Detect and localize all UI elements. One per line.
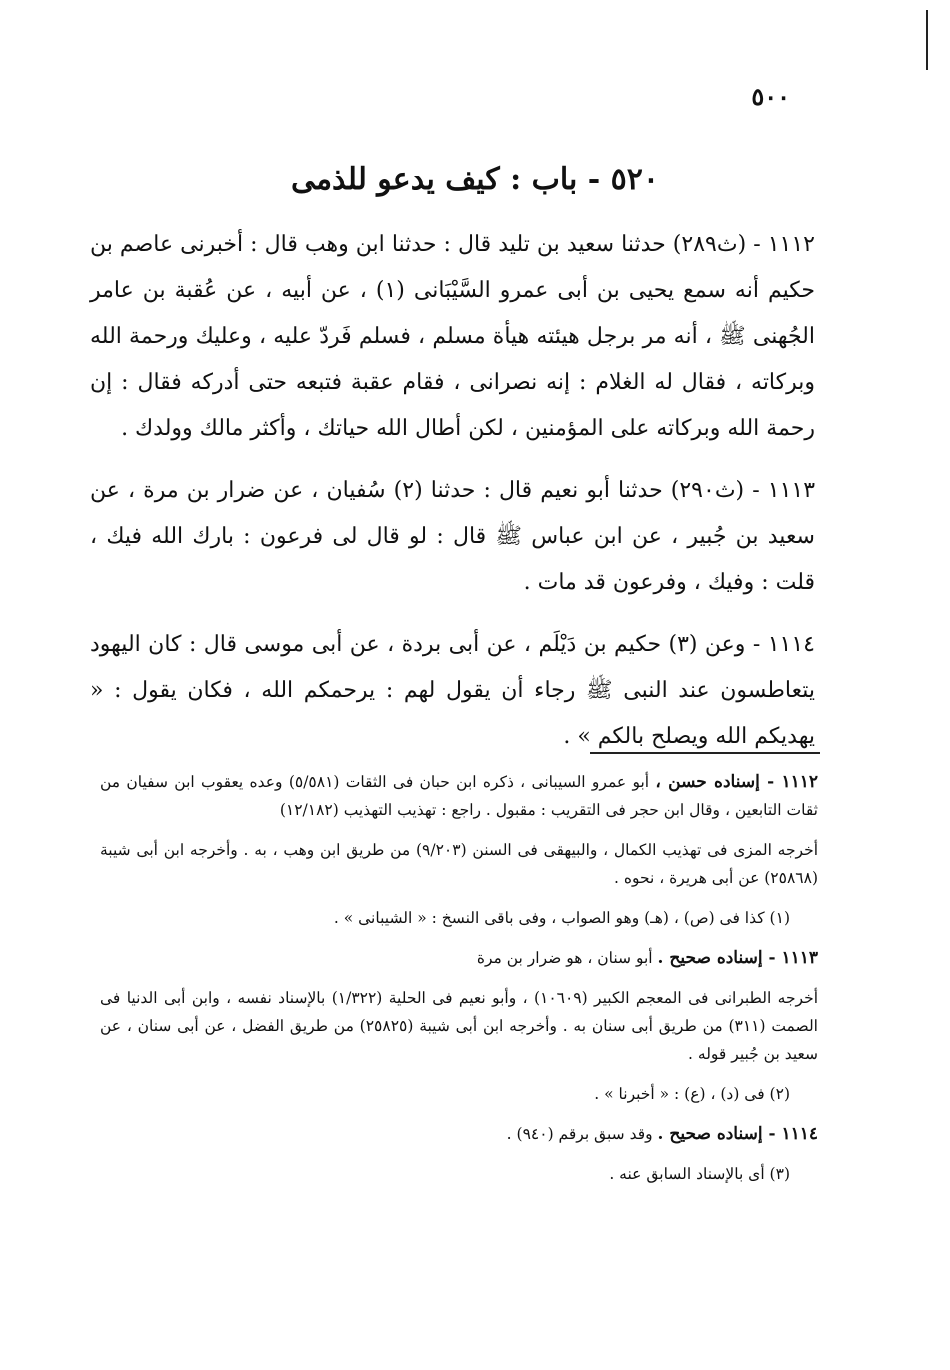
- hadith-paragraph: [90, 622, 815, 760]
- note-lead: ١١١٣ - إسناده صحيح .: [657, 948, 818, 968]
- hadith-number: ١١١٢: [767, 232, 815, 257]
- chapter-title: ٥٢٠ - باب : كيف يدعو للذمى: [290, 162, 660, 197]
- hadith-number: ١١١٣: [767, 478, 816, 503]
- note-lead: ١١١٢ - إسناده حسن ،: [655, 772, 818, 792]
- note-text: أخرجه المزى فى تهذيب الكمال ، والبيهقى فى السنن (٩/٢٠٣) من طريق ابن وهب ، به . وأخرجه ابن أبى شيبة (٢٥٨٦٨) عن أبى هريرة ، نحوه .: [100, 841, 818, 887]
- hadith-number: ١١١٤: [767, 632, 815, 657]
- note-text: وقد سبق برقم (٩٤٠) .: [506, 1125, 653, 1143]
- page-number: ٥٠٠: [751, 82, 790, 111]
- note-text: أبو سنان ، هو ضرار بن مرة: [476, 949, 653, 967]
- note-text: أخرجه الطبرانى فى المعجم الكبير (١٠٦٠٩) ، وأبو نعيم فى الحلية (١/٣٢٢) بالإسناد نفسه ، وابن أبى الدنيا فى الصمت (٣١١) من طريق أبى سنان به . وأخرجه ابن أبى شيبة (٢٥٨٢٥) من طريق الفضل ، عن أبى سنان ، عن سعيد بن جُبير قوله .: [100, 989, 818, 1063]
- note-text: (٢) فى (د) ، (ع) : « أخبرنا » .: [594, 1085, 790, 1103]
- note-paragraph: [100, 768, 818, 824]
- note-paragraph: [100, 944, 818, 972]
- hadith-paragraph: [90, 468, 815, 606]
- main-text: [90, 222, 815, 776]
- footnote: [100, 904, 818, 932]
- footnote: [100, 1080, 818, 1108]
- hadith-paragraph: [90, 222, 815, 452]
- hadith-text: - (ث٢٩٠) حدثنا أبو نعيم قال : حدثنا (٢) سُفيان ، عن ضرار بن مرة ، عن سعيد بن جُبير ، عن ابن عباس ﷺ قال : لو قال لى فرعون : بارك الله فيك ، قلت : وفيك ، وفرعون قد مات .: [90, 478, 815, 595]
- hadith-text: - (ث٢٨٩) حدثنا سعيد بن تليد قال : حدثنا ابن وهب قال : أخبرنى عاصم بن حكيم أنه سمع يحيى بن أبى عمرو السَّيْبَانى (١) ، عن أبيه ، عن عُقبة بن عامر الجُهنى ﷺ ، أنه مر برجل هيئته هيأة مسلم ، فسلم فَردّ عليه ، وعليك ورحمة الله وبركاته ، فقال له الغلام : إنه نصرانى ، فقام عقبة فتبعه حتى أدركه فقال : إن رحمة الله وبركاته على المؤمنين ، لكن أطال الله حياتك ، وأكثر مالك وولدك .: [90, 232, 815, 441]
- note-paragraph: [100, 1120, 818, 1148]
- note-text: (١) كذا فى (ص) ، (هـ) وهو الصواب ، وفى باقى النسخ : « الشيبانى » .: [333, 909, 790, 927]
- note-paragraph: [100, 984, 818, 1068]
- hadith-text: - وعن (٣) حكيم بن دَيْلَم ، عن أبى بردة ، عن أبى موسى قال : كان اليهود يتعاطسون عند النبى ﷺ رجاء أن يقول لهم : يرحمكم الله ، فكان يقول : « يهديكم الله ويصلح بالكم » .: [90, 632, 815, 749]
- margin-rule: [926, 10, 928, 70]
- note-lead: ١١١٤ - إسناده صحيح .: [657, 1124, 818, 1144]
- note-paragraph: [100, 836, 818, 892]
- note-text: (٣) أى بالإسناد السابق عنه .: [609, 1165, 790, 1183]
- note-text: أبو عمرو السيبانى ، ذكره ابن حبان فى الثقات (٥/٥٨١) وعده يعقوب ابن سفيان من ثقات التابعين ، وقال ابن حجر فى التقريب : مقبول . راجع : تهذيب التهذيب (١٢/١٨٢): [100, 773, 818, 819]
- footnotes: [100, 768, 818, 1200]
- footnote: [100, 1160, 818, 1188]
- footnote-divider: [590, 752, 820, 754]
